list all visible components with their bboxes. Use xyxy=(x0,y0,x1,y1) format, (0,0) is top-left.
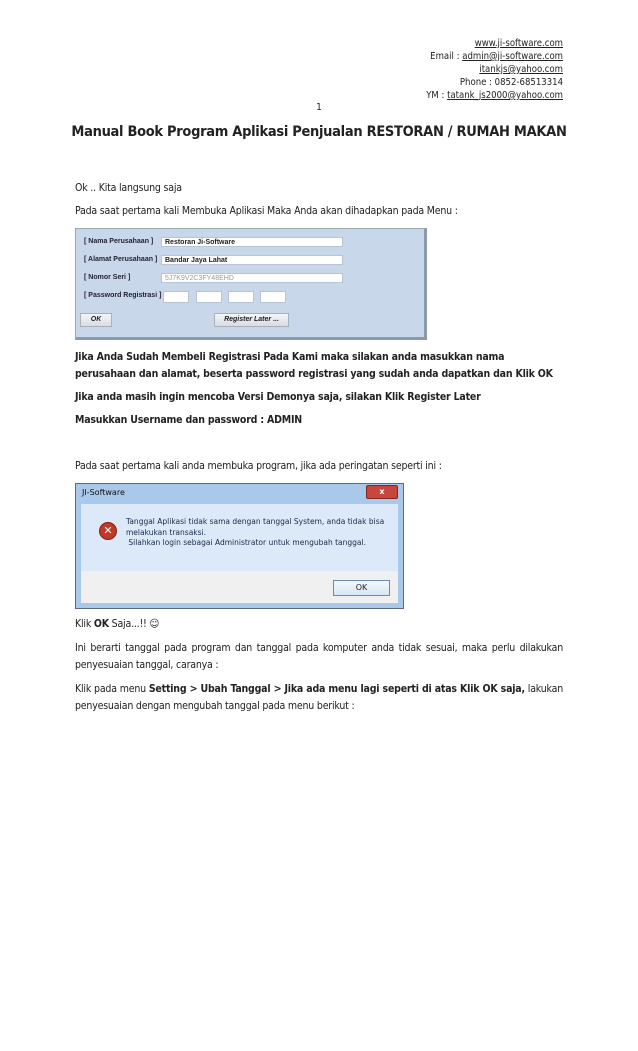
password-input-3[interactable] xyxy=(228,291,254,303)
password-input-2[interactable] xyxy=(196,291,222,303)
paragraph: Ini berarti tanggal pada program dan tanggal pada komputer anda tidak sesuai, maka perlu dilakukan penyesuaian tanggal, caranya : xyxy=(75,642,563,671)
paragraph: Pada saat pertama kali anda membuka program, jika ada peringatan seperti ini : xyxy=(75,460,442,472)
paragraph: Ok .. Kita langsung saja xyxy=(75,182,182,194)
dialog-footer xyxy=(81,571,398,603)
text-bold: Setting > Ubah Tanggal > Jika ada menu lagi seperti di atas Klik OK saja, xyxy=(148,683,525,695)
alamat-label: [ Alamat Perusahaan ] xyxy=(84,256,158,263)
paragraph xyxy=(75,616,563,633)
page-number: 1 xyxy=(316,102,322,113)
text: lakukan penyesuaian dengan mengubah tanggal pada menu berikut : xyxy=(75,683,563,712)
password-input-1[interactable] xyxy=(163,291,189,303)
seri-label: [ Nomor Seri ] xyxy=(84,274,131,281)
registration-form-screenshot xyxy=(75,228,427,340)
contact-block xyxy=(426,37,563,102)
website-link[interactable]: www.ji-software.com xyxy=(474,38,563,49)
password-label: [ Password Registrasi ] xyxy=(84,292,162,299)
paragraph-bold: Jika anda masih ingin mencoba Versi Demonya saja, silakan Klik Register Later xyxy=(75,391,481,403)
ok-button[interactable]: OK xyxy=(80,313,112,327)
alamat-input[interactable]: Bandar Jaya Lahat xyxy=(161,255,343,265)
warning-dialog-screenshot xyxy=(75,483,404,609)
dialog-message-line: Silahkan login sebagai Administrator untuk mengubah tanggal. xyxy=(126,538,366,547)
error-icon: ✕ xyxy=(99,522,117,540)
register-later-button[interactable]: Register Later ... xyxy=(214,313,289,327)
email-label: Email : xyxy=(430,51,463,62)
text: Saja...!! ☺ xyxy=(108,618,160,630)
paragraph xyxy=(75,681,563,715)
seri-input[interactable]: 5J7K9V2C3FY48EHD xyxy=(161,273,343,283)
ym-link[interactable]: tatank_js2000@yahoo.com xyxy=(447,90,563,101)
text-bold: OK xyxy=(93,618,109,630)
dialog-ok-button[interactable]: OK xyxy=(333,580,390,596)
text: Klik xyxy=(75,618,94,630)
nama-label: [ Nama Perusahaan ] xyxy=(84,238,154,245)
phone-text: Phone : 0852-68513314 xyxy=(459,77,563,88)
dialog-message-line: Tanggal Aplikasi tidak sama dengan tanggal System, anda tidak bisa xyxy=(126,517,385,526)
close-button[interactable]: x xyxy=(366,485,398,499)
dialog-body xyxy=(81,504,398,571)
dialog-title: JI-Software xyxy=(82,488,125,497)
password-input-4[interactable] xyxy=(260,291,286,303)
email-link-2[interactable]: itankjs@yahoo.com xyxy=(479,64,563,75)
nama-input[interactable]: Restoran Ji-Software xyxy=(161,237,343,247)
paragraph-bold: Jika Anda Sudah Membeli Registrasi Pada Kami maka silakan anda masukkan nama perusahaan dan alamat, beserta password registrasi yang sudah anda dapatkan dan Klik OK xyxy=(75,351,553,380)
dialog-message-line: melakukan transaksi. xyxy=(126,527,207,537)
text: Klik pada menu xyxy=(75,683,149,695)
paragraph: Pada saat pertama kali Membuka Aplikasi Maka Anda akan dihadapkan pada Menu : xyxy=(75,205,458,217)
email-link[interactable]: admin@ji-software.com xyxy=(462,51,563,62)
ym-label: YM : xyxy=(426,90,448,101)
paragraph-bold: Masukkan Username dan password : ADMIN xyxy=(75,414,302,426)
page-title: Manual Book Program Aplikasi Penjualan RESTORAN / RUMAH MAKAN xyxy=(71,124,567,140)
